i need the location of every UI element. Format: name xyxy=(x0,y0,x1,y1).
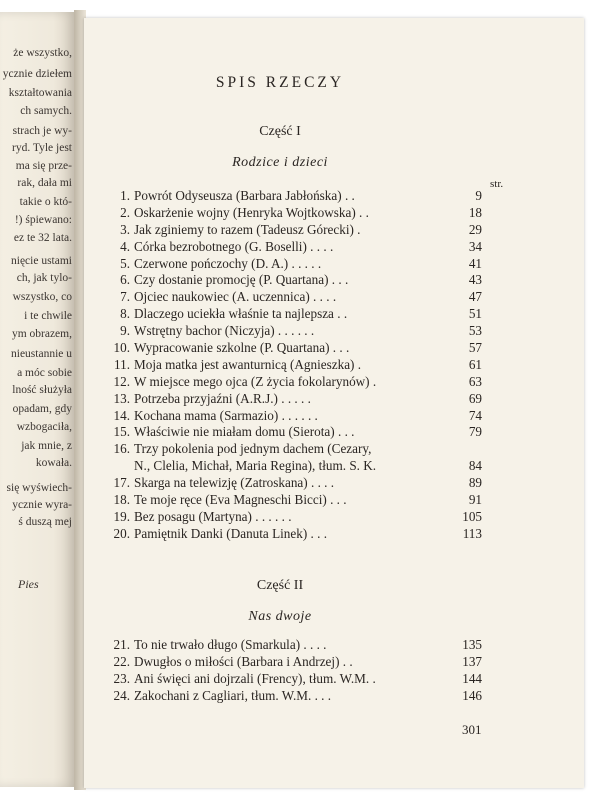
toc-entry-leader-dots: . . . . . xyxy=(288,255,322,271)
toc-entry xyxy=(100,239,500,256)
toc-entry-page: 89 xyxy=(468,475,482,491)
toc-entry-number: 23. xyxy=(113,670,130,686)
toc-entry-leader-dots: . . . . xyxy=(306,238,334,254)
toc-list-part-2 xyxy=(100,637,500,705)
toc-entry-page: 91 xyxy=(468,492,482,508)
toc-entry-title: Dlaczego uciekła właśnie ta najlepsza xyxy=(134,306,334,322)
toc-entry-page: 144 xyxy=(462,670,482,686)
toc-entry-number: 24. xyxy=(113,687,130,703)
toc-entry-page: 41 xyxy=(468,255,482,271)
toc-entry-title: Skarga na telewizję (Zatroskana) xyxy=(134,475,308,491)
toc-entry-continuation xyxy=(100,458,500,475)
toc-entry-leader-dots: . . . . xyxy=(300,637,327,652)
toc-entry-title: Oskarżenie wojny (Henryka Wojtkowska) xyxy=(134,204,356,220)
left-page-footer: Pies xyxy=(18,577,39,591)
left-page-text-fragment: ch samych. xyxy=(20,105,72,117)
toc-entry-page: 84 xyxy=(468,458,482,474)
toc-entry xyxy=(100,340,500,357)
part-1-heading: Część I xyxy=(259,124,301,139)
part-2-subtitle: Nas dwoje xyxy=(248,609,312,624)
toc-entry-number: 1. xyxy=(120,188,130,203)
toc-entry-title: To nie trwało długo (Smarkula) xyxy=(134,637,301,652)
left-page-text-fragment: że wszystko, xyxy=(13,47,72,59)
toc-entry-page: 146 xyxy=(462,687,482,703)
toc-entry-page: 79 xyxy=(468,424,482,440)
toc-entry-page: 9 xyxy=(475,188,482,203)
toc-entry xyxy=(100,671,500,688)
toc-entry-leader-dots: . . . xyxy=(328,272,349,288)
toc-entry-title: Wypracowanie szkolne (P. Quartana) xyxy=(134,340,330,356)
left-page-text-fragment: strach je wy- xyxy=(12,125,72,137)
toc-entry-number: 21. xyxy=(113,637,130,652)
toc-entry-number: 9. xyxy=(120,323,130,339)
toc-entry-page: 74 xyxy=(468,407,482,423)
toc-entry-title: Jak zginiemy to razem (Tadeusz Górecki) xyxy=(134,221,354,237)
toc-entry-number: 11. xyxy=(114,356,130,372)
toc-entry-leader-dots: . . xyxy=(355,204,369,220)
part-2-heading: Część II xyxy=(256,578,304,593)
toc-entry-leader-dots: . xyxy=(369,373,377,389)
left-page-text-fragment: ś duszą mej xyxy=(18,516,72,528)
left-page-text-fragment: a móc sobie xyxy=(17,367,72,379)
left-page-text-fragment: opadam, gdy xyxy=(12,403,72,415)
left-page-text-fragment: lność służyła xyxy=(12,384,72,396)
toc-entry xyxy=(100,256,500,273)
toc-entry-title: Bez posagu (Martyna) xyxy=(134,508,252,524)
toc-entry-leader-dots: . xyxy=(354,356,362,372)
toc-entry-number: 3. xyxy=(120,221,130,237)
toc-entry-title: Właściwie nie miałam domu (Sierota) xyxy=(134,424,335,440)
toc-entry-title: Zakochani z Cagliari, tłum. W.M. xyxy=(134,687,312,703)
toc-entry-title-continued: N., Clelia, Michał, Maria Regina), tłum. S. K. xyxy=(134,458,377,474)
toc-entry xyxy=(100,323,500,340)
left-page-text-fragment: wszystko, co xyxy=(12,291,72,303)
toc-entry xyxy=(100,188,500,205)
toc-entry-page: 135 xyxy=(462,637,482,652)
toc-entry-leader-dots: . . . xyxy=(307,525,328,541)
page-title: SPIS RZECZY xyxy=(215,74,345,91)
toc-entry-title: Pamiętnik Danki (Danuta Linek) xyxy=(134,525,308,541)
toc-entry-title: Wstrętny bachor (Niczyja) xyxy=(134,323,275,339)
toc-list-part-1 xyxy=(100,188,500,543)
left-page-text-fragment: ma się prze- xyxy=(15,160,72,172)
left-page-text-fragment: kowała. xyxy=(35,457,72,469)
page-number: 301 xyxy=(462,722,482,737)
toc-entry-leader-dots: . . . . xyxy=(307,475,335,491)
toc-entry-number: 22. xyxy=(113,653,130,669)
toc-entry-page: 137 xyxy=(462,653,482,669)
toc-entry-leader-dots: . . . . . . xyxy=(274,323,315,339)
toc-entry xyxy=(100,475,500,492)
toc-entry-title: Córka bezrobotnego (G. Boselli) xyxy=(134,238,307,254)
toc-entry-title: Czerwone pończochy (D. A.) xyxy=(134,255,289,271)
toc-entry-number: 8. xyxy=(120,306,130,322)
left-page-text-fragment: ycznie dziełem xyxy=(2,68,72,80)
toc-entry-page: 69 xyxy=(468,390,482,406)
toc-entry-leader-dots: . . . xyxy=(326,492,347,508)
toc-entry-page: 113 xyxy=(462,525,482,541)
toc-entry-page: 47 xyxy=(468,289,482,305)
toc-entry xyxy=(100,357,500,374)
toc-entry-number: 7. xyxy=(120,289,130,305)
toc-entry-number: 15. xyxy=(113,424,130,440)
toc-entry xyxy=(100,391,500,408)
toc-entry-number: 13. xyxy=(113,390,130,406)
toc-entry-number: 20. xyxy=(113,525,130,541)
toc-entry xyxy=(100,205,500,222)
left-page-text-fragment: ycznie wyra- xyxy=(12,499,72,511)
toc-entry-leader-dots: . . . xyxy=(334,424,355,440)
left-page-text-fragment: wzbogaciła, xyxy=(16,421,72,433)
left-page-text-fragment: jak mnie, z xyxy=(21,440,72,452)
toc-entry-leader-dots: . . . . xyxy=(309,289,337,305)
toc-entry-leader-dots: . xyxy=(369,670,376,686)
toc-entry-title: Ani święci ani dojrzali (Frency), tłum. W.M. xyxy=(134,670,370,686)
toc-entry xyxy=(100,272,500,289)
toc-entry xyxy=(100,306,500,323)
toc-entry-leader-dots: . . . xyxy=(311,687,332,703)
toc-entry xyxy=(100,222,500,239)
left-page-text-fragment: rak, dała mi xyxy=(17,177,72,189)
toc-entry-number: 6. xyxy=(120,272,130,288)
toc-entry xyxy=(100,408,500,425)
toc-entry-title: Dwugłos o miłości (Barbara i Andrzej) xyxy=(134,653,340,669)
toc-entry-page: 18 xyxy=(468,204,482,220)
toc-entry-leader-dots: . . . . . xyxy=(277,390,311,406)
toc-entry-number: 5. xyxy=(120,255,130,271)
left-page-text-fragment: nieustannie u xyxy=(11,348,72,360)
toc-entry-title: Potrzeba przyjaźni (A.R.J.) xyxy=(134,390,278,406)
toc-entry-number: 17. xyxy=(113,475,130,491)
toc-entry-page: 63 xyxy=(468,373,482,389)
toc-entry-page: 53 xyxy=(468,323,482,339)
toc-entry-number: 4. xyxy=(120,238,130,254)
toc-entry-page: 61 xyxy=(468,356,482,372)
toc-entry-page: 43 xyxy=(468,272,482,288)
toc-entry-title: Ojciec naukowiec (A. uczennica) xyxy=(134,289,310,305)
toc-entry-leader-dots: . . . . . . xyxy=(278,407,318,423)
toc-entry xyxy=(100,424,500,441)
toc-entry-number: 19. xyxy=(113,508,130,524)
left-page-text-fragment: ryd. Tyle jest xyxy=(12,142,72,154)
toc-entry-title: W miejsce mego ojca (Z życia fokolarynów) xyxy=(134,373,370,389)
toc-entry-number: 16. xyxy=(113,441,130,457)
toc-entry-title: Trzy pokolenia pod jednym dachem (Cezary, xyxy=(134,441,372,457)
toc-entry-leader-dots: . . xyxy=(333,306,348,322)
left-page-text-fragment: kształtowania xyxy=(8,87,72,99)
left-page-text-fragment: się wyświech- xyxy=(6,482,72,494)
toc-entry-page: 105 xyxy=(462,508,482,524)
toc-entry-number: 14. xyxy=(113,407,130,423)
left-page-text-fragment: ez te 32 lata. xyxy=(13,232,72,244)
toc-entry-number: 18. xyxy=(113,492,130,508)
toc-entry-page: 51 xyxy=(468,306,482,322)
left-page-text-fragment: i te chwile xyxy=(24,310,72,322)
part-1-subtitle: Rodzice i dzieci xyxy=(232,155,328,170)
toc-entry xyxy=(100,688,500,705)
toc-entry-page: 34 xyxy=(468,238,482,254)
page-column-label: str. xyxy=(490,178,504,190)
toc-entry-title: Te moje ręce (Eva Magneschi Bicci) xyxy=(134,492,327,508)
toc-entry xyxy=(100,374,500,391)
toc-entry xyxy=(100,526,500,543)
toc-entry-leader-dots: . . . . . . xyxy=(251,508,292,524)
toc-entry-title: Kochana mama (Sarmazio) xyxy=(134,407,279,423)
toc-entry-number: 10. xyxy=(113,340,130,356)
toc-entry xyxy=(100,637,500,654)
toc-entry xyxy=(100,441,500,458)
left-page-text-fragment: !) śpiewano: xyxy=(14,214,72,226)
toc-entry-number: 2. xyxy=(120,204,130,220)
toc-entry xyxy=(100,509,500,526)
left-page-text-fragment: nięcie ustami xyxy=(11,255,72,267)
toc-entry-title: Czy dostanie promocję (P. Quartana) xyxy=(134,272,329,288)
toc-entry-leader-dots: . . . xyxy=(329,340,350,356)
toc-entry-leader-dots: . . xyxy=(341,188,355,203)
toc-entry xyxy=(100,654,500,671)
toc-entry xyxy=(100,289,500,306)
left-page-text-fragment: ch, jak tylo- xyxy=(16,272,72,284)
toc-entry-page: 29 xyxy=(468,221,482,237)
left-page-text-fragment: ym obrazem, xyxy=(11,328,72,340)
toc-entry-title: Powrót Odyseusza (Barbara Jabłońska) xyxy=(134,188,342,203)
toc-entry xyxy=(100,492,500,509)
left-page-text-fragment: takie o któ- xyxy=(19,196,72,208)
toc-entry-leader-dots: . . xyxy=(339,653,353,669)
toc-entry-title: Moja matka jest awanturnicą (Agnieszka) xyxy=(134,356,355,372)
toc-entry-leader-dots: . xyxy=(353,221,361,237)
toc-entry-number: 12. xyxy=(113,373,130,389)
toc-entry-page: 57 xyxy=(468,340,482,356)
